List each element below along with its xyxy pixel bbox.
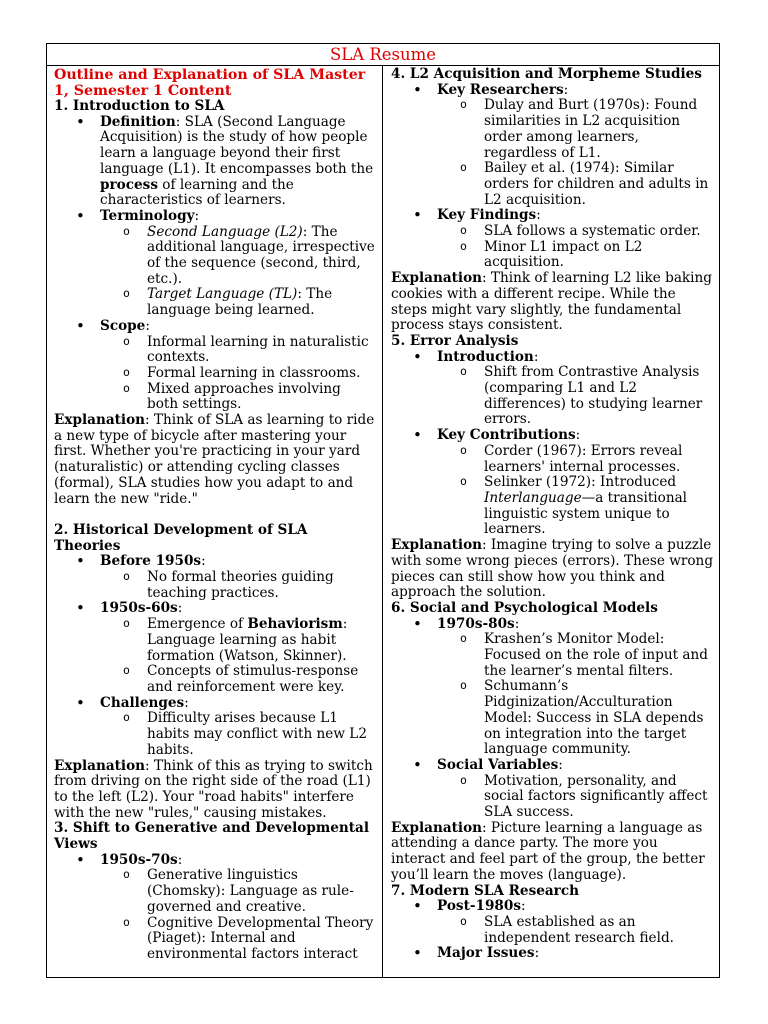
section-2-title: 2. Historical Development of SLA Theories xyxy=(54,521,308,554)
list-item: o Dulay and Burt (1970s): Found similarities in L2 acquisition order among learners, regardless of L1. xyxy=(437,98,713,161)
scope-item: • Scope: o Informal learning in naturalistic contexts. o Formal learning in classrooms. o Mixed approaches involving both settings. xyxy=(54,319,376,413)
section-5-title: 5. Error Analysis xyxy=(391,332,519,349)
terminology-sublist xyxy=(100,225,376,319)
key-researchers-item: • Key Researchers: o Dulay and Burt (1970s): Found similarities in L2 acquisition order among learners, regardless of L1. o Bailey et al. (1974): Similar orders for children and adults in L2 acquisition. xyxy=(391,83,713,209)
right-column xyxy=(384,66,719,977)
list-item: o SLA established as an independent research field. xyxy=(437,915,713,946)
behaviorism-item: o Emergence of Behaviorism: Language learning as habit formation (Watson, Skinner). xyxy=(100,617,376,664)
post-1980s-item: • Post-1980s: o SLA established as an independent research field. xyxy=(391,899,713,946)
section-7-title: 7. Modern SLA Research xyxy=(391,882,580,899)
list-item: o Corder (1967): Errors reveal learners' internal processes. xyxy=(437,444,713,475)
key-contributions-item: • Key Contributions: o Corder (1967): Errors reveal learners' internal processes. o Selinker (1972): Introduced Interlanguage—a transitional linguistic system unique to learners. xyxy=(391,428,713,538)
list-item: o Shift from Contrastive Analysis (comparing L1 and L2 differences) to studying learner errors. xyxy=(437,365,713,428)
terminology-item: • Terminology: o Second Language (L2): The additional language, irrespective of the sequence (second, third, etc.). o Target Language (TL): The language being learned. xyxy=(54,209,376,319)
list-item: o Krashen’s Monitor Model: Focused on the role of input and the learner’s mental filters. xyxy=(437,632,713,679)
key-researchers-sublist xyxy=(437,98,713,208)
section-6-list xyxy=(391,617,713,821)
section-3-title: 3. Shift to Generative and Developmental Views xyxy=(54,820,370,853)
section-1-list xyxy=(54,115,376,413)
outline-heading: Outline and Explanation of SLA Master 1, Semester 1 Content xyxy=(54,67,366,99)
1950s-60s-sublist xyxy=(100,617,376,696)
section-5-list xyxy=(391,350,713,538)
1970s-80s-sublist xyxy=(437,632,713,758)
key-findings-item: • Key Findings: o SLA follows a systematic order. o Minor L1 impact on L2 acquisition. xyxy=(391,208,713,271)
section-7-list xyxy=(391,899,713,962)
list-item: o Cognitive Developmental Theory (Piaget): Internal and environmental factors interact xyxy=(100,916,376,963)
section-1-explanation: Explanation: Think of SLA as learning to ride a new type of bicycle after mastering your first. Whether you're practicing in your yard (naturalistic) or attending cycling classes (formal), SLA studies how you adapt to and learn the new "ride." xyxy=(54,412,375,507)
social-variables-sublist xyxy=(437,774,713,821)
section-4-list xyxy=(391,83,713,271)
document-page xyxy=(46,43,720,978)
list-item: o No formal theories guiding teaching practices. xyxy=(100,570,376,601)
section-6-explanation: Explanation: Picture learning a language as attending a dance party. The more you interact and feel part of the group, the better you’ll learn the moves (language). xyxy=(391,819,705,883)
introduction-sublist xyxy=(437,365,713,428)
list-item: o Informal learning in naturalistic contexts. xyxy=(100,335,376,366)
content-columns xyxy=(47,66,719,977)
before-1950s-item: • Before 1950s: o No formal theories guiding teaching practices. xyxy=(54,554,376,601)
selinker-item: o Selinker (1972): Introduced Interlanguage—a transitional linguistic system unique to learners. xyxy=(437,475,713,538)
1950s-70s-item: • 1950s-70s: o Generative linguistics (Chomsky): Language as rule-governed and creative. o Cognitive Developmental Theory (Piaget): Internal and environmental factors interact xyxy=(54,853,376,963)
spacer xyxy=(54,507,376,523)
key-contributions-sublist xyxy=(437,444,713,538)
introduction-item: • Introduction: o Shift from Contrastive Analysis (comparing L1 and L2 differences) to studying learner errors. xyxy=(391,350,713,429)
left-column xyxy=(47,66,383,977)
list-item: o Difficulty arises because L1 habits may conflict with new L2 habits. xyxy=(100,711,376,758)
1950s-70s-sublist xyxy=(100,868,376,962)
major-issues-item: • Major Issues: xyxy=(391,946,713,962)
1950s-60s-item: • 1950s-60s: o Emergence of Behaviorism: Language learning as habit formation (Watson, Skinner). o Concepts of stimulus-response and reinforcement were key. xyxy=(54,601,376,695)
list-item: o Formal learning in classrooms. xyxy=(100,366,376,382)
scope-sublist xyxy=(100,335,376,414)
list-item: o Minor L1 impact on L2 acquisition. xyxy=(437,240,713,271)
section-5-explanation: Explanation: Imagine trying to solve a puzzle with some wrong pieces (errors). These wrong pieces can still show how you think and approach the solution. xyxy=(391,537,714,601)
list-item: o Mixed approaches involving both settings. xyxy=(100,382,376,413)
challenges-sublist xyxy=(100,711,376,758)
list-item: o Generative linguistics (Chomsky): Language as rule-governed and creative. xyxy=(100,868,376,915)
list-item: o Concepts of stimulus-response and reinforcement were key. xyxy=(100,664,376,695)
list-item: o Motivation, personality, and social factors significantly affect SLA success. xyxy=(437,774,713,821)
section-1-title: 1. Introduction to SLA xyxy=(54,98,225,114)
list-item: o Bailey et al. (1974): Similar orders for children and adults in L2 acquisition. xyxy=(437,161,713,208)
section-3-list xyxy=(54,853,376,963)
l2-term-item: o Second Language (L2): The additional language, irrespective of the sequence (second, third, etc.). xyxy=(100,225,376,288)
definition-item: • Definition: SLA (Second Language Acquisition) is the study of how people learn a language beyond their first language (L1). It encompasses both the process of learning and the characteristics of learners. xyxy=(54,115,376,209)
social-variables-item: • Social Variables: o Motivation, personality, and social factors significantly affect SLA success. xyxy=(391,758,713,821)
section-2-list xyxy=(54,554,376,758)
section-6-title: 6. Social and Psychological Models xyxy=(391,599,658,616)
before-1950s-sublist xyxy=(100,570,376,601)
section-4-title: 4. L2 Acquisition and Morpheme Studies xyxy=(391,66,702,82)
challenges-item: • Challenges: o Difficulty arises because L1 habits may conflict with new L2 habits. xyxy=(54,696,376,759)
list-item: o Schumann’s Pidginization/Acculturation Model: Success in SLA depends on integration into the target language community. xyxy=(437,679,713,758)
section-2-explanation: Explanation: Think of this as trying to switch from driving on the right side of the road (L1) to the left (L2). Your "road habits" interfere with the new "rules," causing mistakes. xyxy=(54,757,373,821)
1970s-80s-item: • 1970s-80s: o Krashen’s Monitor Model: Focused on the role of input and the learner’s mental filters. o Schumann’s Pidginization/Acculturation Model: Success in SLA depends on integration into the target language community. xyxy=(391,617,713,758)
section-4-explanation: Explanation: Think of learning L2 like baking cookies with a different recipe. While the steps might vary slightly, the fundamental process stays consistent. xyxy=(391,270,712,334)
title-row xyxy=(47,44,719,66)
document-title: SLA Resume xyxy=(329,45,437,64)
key-findings-sublist xyxy=(437,224,713,271)
list-item: o SLA follows a systematic order. xyxy=(437,224,713,240)
tl-term-item: o Target Language (TL): The language being learned. xyxy=(100,287,376,318)
post-1980s-sublist xyxy=(437,915,713,946)
